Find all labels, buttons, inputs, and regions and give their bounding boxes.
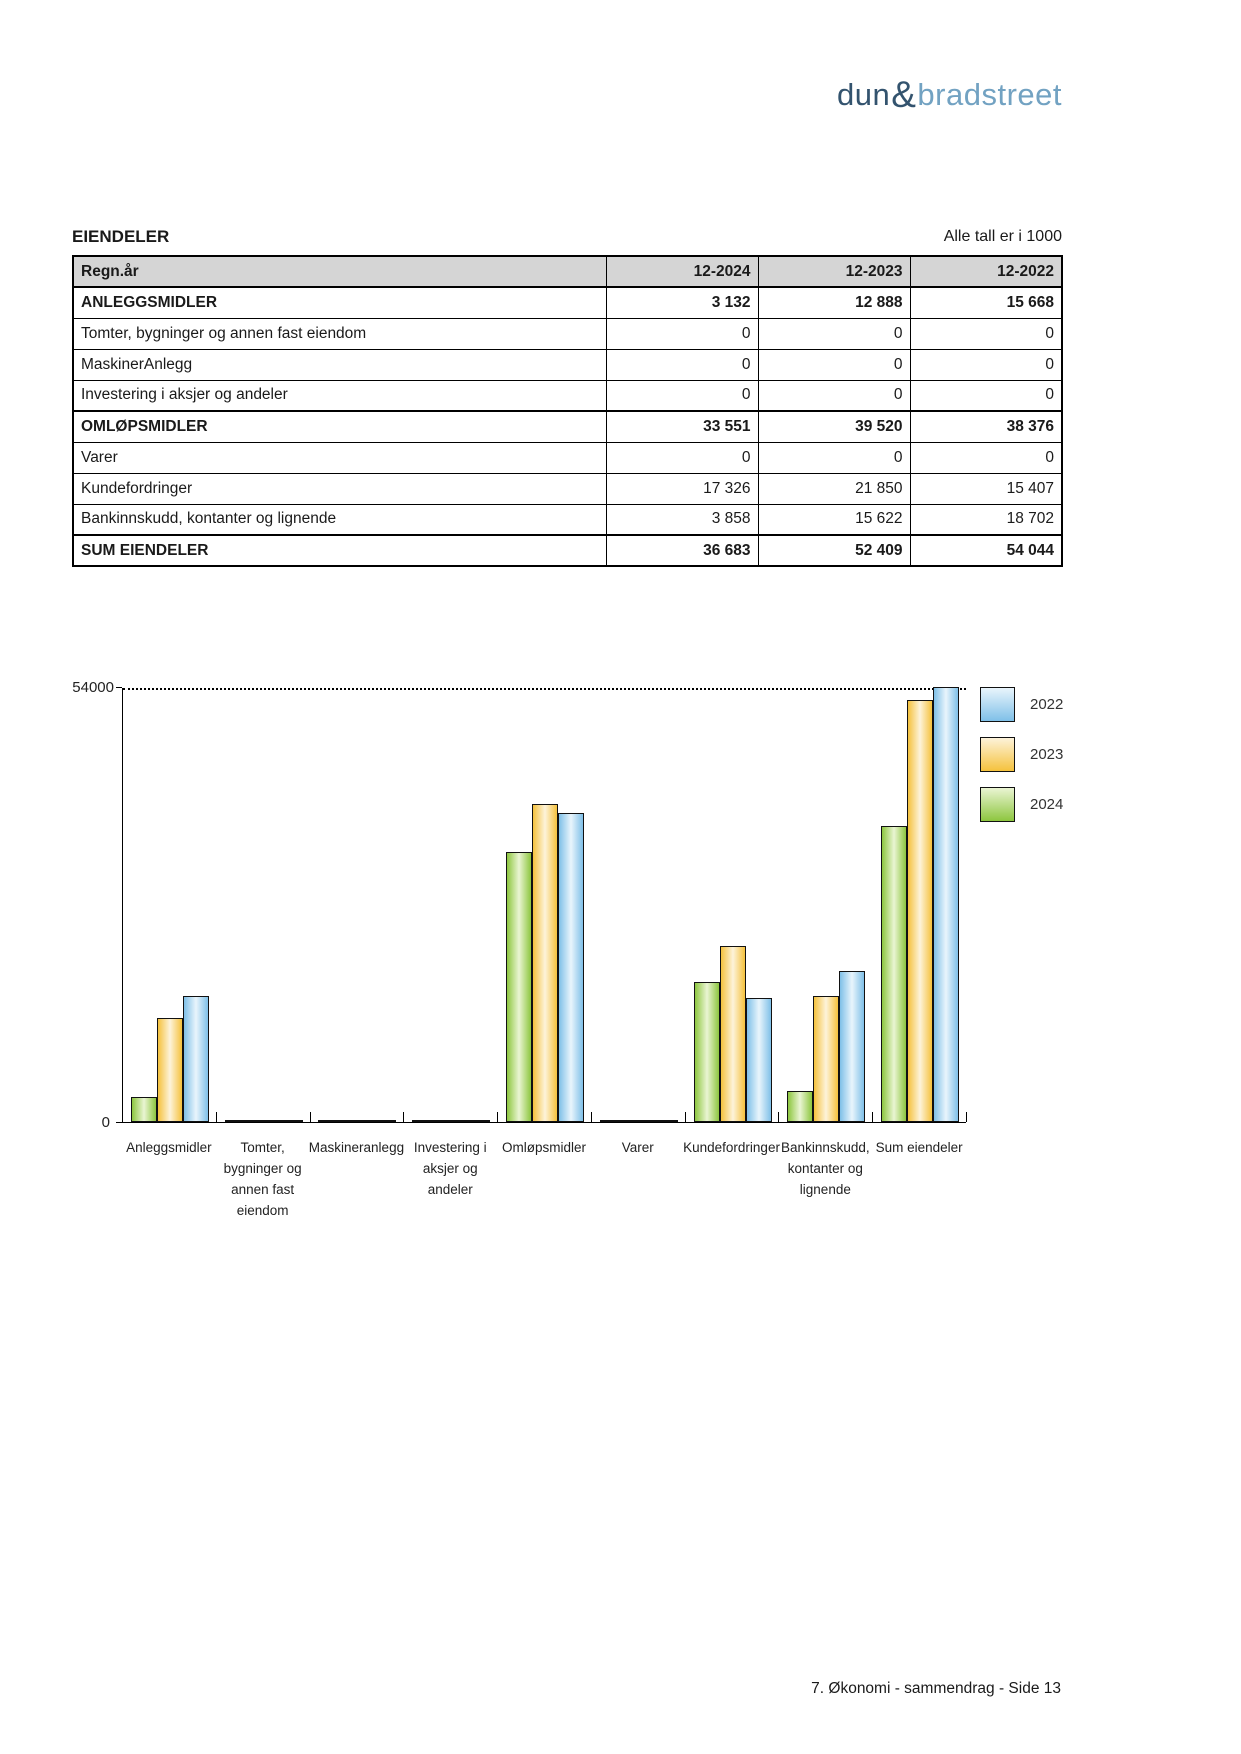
bar-2023 — [344, 1120, 370, 1122]
logo-ampersand-icon: & — [891, 74, 917, 115]
cell-value: 17 326 — [606, 473, 758, 504]
cell-value: 0 — [606, 349, 758, 380]
bar-group — [779, 688, 873, 1122]
cell-value: 0 — [910, 318, 1062, 349]
bar-2022 — [277, 1120, 303, 1122]
row-label: Investering i aksjer og andeler — [73, 380, 606, 411]
bar-2022 — [839, 971, 865, 1122]
cell-value: 0 — [606, 318, 758, 349]
x-axis-label-line: aksjer og — [422, 1161, 478, 1176]
x-axis-label — [781, 1137, 870, 1200]
x-tick — [966, 1112, 967, 1122]
cell-value: 15 622 — [758, 504, 910, 535]
table-header-row — [73, 256, 1062, 287]
y-axis-max-label: 54000 — [72, 679, 114, 696]
bar-group — [498, 688, 592, 1122]
x-axis-labels — [122, 1137, 966, 1237]
bar-group — [873, 688, 967, 1122]
row-label: ANLEGGSMIDLER — [73, 287, 606, 318]
x-axis-label — [309, 1137, 404, 1158]
brand-logo — [837, 72, 1062, 114]
row-label: Tomter, bygninger og annen fast eiendom — [73, 318, 606, 349]
cell-value: 36 683 — [606, 535, 758, 566]
x-axis-label — [876, 1137, 963, 1158]
legend-label: 2023 — [1030, 746, 1064, 763]
table-row — [73, 380, 1062, 411]
x-axis-label — [414, 1137, 487, 1200]
table-body — [73, 287, 1062, 566]
row-label: Varer — [73, 442, 606, 473]
bar-2023 — [532, 804, 558, 1122]
table-head — [73, 256, 1062, 287]
cell-value: 0 — [910, 442, 1062, 473]
column-header-year: 12-2022 — [910, 256, 1062, 287]
x-axis-label-line: Tomter, — [240, 1140, 285, 1155]
logo-dun-text: dun — [837, 77, 891, 112]
units-note: Alle tall er i 1000 — [943, 228, 1062, 245]
x-axis-label-line: Sum eiendeler — [875, 1140, 963, 1155]
x-axis-label-line: bygninger og — [223, 1161, 302, 1176]
x-axis-label — [622, 1137, 654, 1158]
table-row — [73, 411, 1062, 442]
row-label: SUM EIENDELER — [73, 535, 606, 566]
bar-group — [311, 688, 405, 1122]
cell-value: 15 407 — [910, 473, 1062, 504]
bar-2023 — [438, 1120, 464, 1122]
x-axis-label-line: kontanter og — [787, 1161, 863, 1176]
legend-item — [980, 687, 1063, 722]
x-axis-label-line: Kundefordringer — [683, 1140, 780, 1155]
table-row — [73, 535, 1062, 566]
y-tick-zero — [116, 1122, 122, 1123]
x-axis-label — [683, 1137, 780, 1158]
cell-value: 0 — [758, 442, 910, 473]
row-label: OMLØPSMIDLER — [73, 411, 606, 442]
bar-2022 — [746, 998, 772, 1122]
cell-value: 21 850 — [758, 473, 910, 504]
x-axis-label-line: Maskineranlegg — [308, 1140, 405, 1155]
cell-value: 39 520 — [758, 411, 910, 442]
column-header-year: 12-2024 — [606, 256, 758, 287]
column-header-label: Regn.år — [73, 256, 606, 287]
cell-value: 0 — [910, 349, 1062, 380]
legend-swatch — [980, 737, 1015, 772]
page-title: EIENDELER — [72, 227, 170, 246]
legend-item — [980, 737, 1063, 772]
cell-value: 15 668 — [910, 287, 1062, 318]
cell-value: 33 551 — [606, 411, 758, 442]
legend-swatch — [980, 687, 1015, 722]
column-header-year: 12-2023 — [758, 256, 910, 287]
bar-2022 — [933, 687, 959, 1122]
cell-value: 0 — [910, 380, 1062, 411]
bar-2024 — [600, 1120, 626, 1122]
x-axis-label-line: Investering i — [413, 1140, 487, 1155]
cell-value: 38 376 — [910, 411, 1062, 442]
bar-2024 — [694, 982, 720, 1122]
chart-legend — [980, 687, 1063, 837]
bar-group — [217, 688, 311, 1122]
x-axis-label-line: andeler — [427, 1182, 473, 1197]
bar-2024 — [412, 1120, 438, 1122]
bar-2022 — [558, 813, 584, 1122]
cell-value: 3 858 — [606, 504, 758, 535]
cell-value: 12 888 — [758, 287, 910, 318]
legend-label: 2022 — [1030, 696, 1064, 713]
cell-value: 0 — [758, 318, 910, 349]
bar-2023 — [907, 700, 933, 1122]
row-label: Kundefordringer — [73, 473, 606, 504]
table-row — [73, 287, 1062, 318]
legend-swatch — [980, 787, 1015, 822]
cell-value: 54 044 — [910, 535, 1062, 566]
x-axis-label-line: Omløpsmidler — [501, 1140, 587, 1155]
bar-group — [404, 688, 498, 1122]
table-row — [73, 442, 1062, 473]
bar-2023 — [626, 1120, 652, 1122]
row-label: Bankinnskudd, kontanter og lignende — [73, 504, 606, 535]
x-axis-label-line: Bankinnskudd, — [781, 1140, 870, 1155]
table-row — [73, 473, 1062, 504]
x-axis-label — [224, 1137, 302, 1221]
bar-2023 — [157, 1018, 183, 1122]
y-axis-zero-label: 0 — [101, 1114, 110, 1131]
bar-2023 — [813, 996, 839, 1122]
x-axis-label-line: Varer — [621, 1140, 654, 1155]
bar-2024 — [318, 1120, 344, 1122]
cell-value: 18 702 — [910, 504, 1062, 535]
cell-value: 0 — [758, 349, 910, 380]
row-label: MaskinerAnlegg — [73, 349, 606, 380]
x-axis-label-line: annen fast — [231, 1182, 295, 1197]
cell-value: 0 — [606, 442, 758, 473]
bar-2023 — [720, 946, 746, 1122]
assets-bar-chart — [122, 688, 966, 1123]
bar-2022 — [370, 1120, 396, 1122]
x-axis-label-line: lignende — [799, 1182, 851, 1197]
table-row — [73, 504, 1062, 535]
bar-2024 — [881, 826, 907, 1122]
bar-group — [123, 688, 217, 1122]
bar-group — [592, 688, 686, 1122]
x-axis-label-line: eiendom — [236, 1203, 289, 1218]
cell-value: 3 132 — [606, 287, 758, 318]
bar-2024 — [787, 1091, 813, 1122]
bar-2022 — [183, 996, 209, 1122]
bar-2024 — [131, 1097, 157, 1122]
y-tick-max — [116, 687, 122, 688]
logo-bradstreet-text: bradstreet — [917, 77, 1062, 112]
x-axis-label-line: Anleggsmidler — [126, 1140, 212, 1155]
table-row — [73, 318, 1062, 349]
cell-value: 0 — [758, 380, 910, 411]
bar-2022 — [464, 1120, 490, 1122]
bar-2024 — [506, 852, 532, 1122]
bar-2023 — [251, 1120, 277, 1122]
x-axis-label — [502, 1137, 586, 1158]
cell-value: 52 409 — [758, 535, 910, 566]
legend-item — [980, 787, 1063, 822]
page-footer: 7. Økonomi - sammendrag - Side 13 — [811, 1680, 1061, 1697]
bar-2024 — [225, 1120, 251, 1122]
assets-table — [72, 255, 1063, 567]
x-axis-label — [126, 1137, 212, 1158]
bar-group — [686, 688, 780, 1122]
legend-label: 2024 — [1030, 796, 1064, 813]
cell-value: 0 — [606, 380, 758, 411]
table-row — [73, 349, 1062, 380]
bar-2022 — [652, 1120, 678, 1122]
